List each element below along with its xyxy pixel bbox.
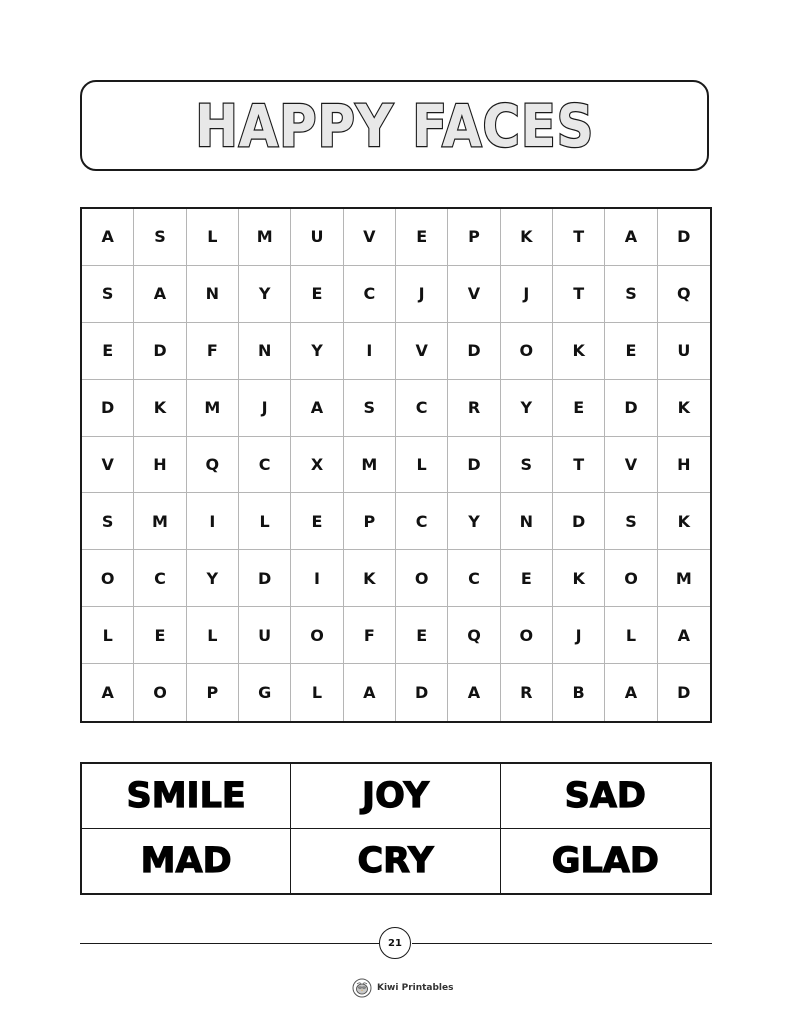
grid-cell: I <box>187 493 239 550</box>
grid-cell: E <box>396 209 448 266</box>
grid-cell: J <box>553 607 605 664</box>
grid-cell: P <box>187 664 239 721</box>
grid-cell: A <box>82 664 134 721</box>
grid-cell: J <box>239 380 291 437</box>
grid-cell: L <box>291 664 343 721</box>
grid-cell: B <box>553 664 605 721</box>
grid-cell: F <box>344 607 396 664</box>
grid-cell: A <box>658 607 710 664</box>
grid-cell: E <box>291 266 343 323</box>
title-banner <box>80 80 709 171</box>
grid-cell: N <box>239 323 291 380</box>
grid-cell: K <box>553 550 605 607</box>
word-list-item: JOY <box>291 764 500 829</box>
page-title: HAPPY FACES <box>194 91 595 160</box>
grid-cell: K <box>344 550 396 607</box>
grid-cell: M <box>344 437 396 494</box>
grid-cell: S <box>605 493 657 550</box>
grid-cell: D <box>658 209 710 266</box>
grid-cell: D <box>677 683 691 703</box>
grid-cell: A <box>448 664 500 721</box>
grid-cell: J <box>501 266 553 323</box>
grid-cell: E <box>501 550 553 607</box>
grid-cell: C <box>239 437 291 494</box>
grid-cell: O <box>134 664 186 721</box>
grid-cell: S <box>134 209 186 266</box>
grid-cell: C <box>448 550 500 607</box>
kiwi-bird-logo-icon <box>352 978 372 998</box>
grid-cell: U <box>291 209 343 266</box>
grid-cell: P <box>344 493 396 550</box>
grid-cell: H <box>134 437 186 494</box>
grid-cell: L <box>239 493 291 550</box>
grid-cell: L <box>605 607 657 664</box>
grid-cell: A <box>344 664 396 721</box>
word-list-item: SMILE <box>82 764 291 829</box>
grid-cell: Q <box>187 437 239 494</box>
grid-cell: N <box>187 266 239 323</box>
grid-cell: R <box>501 664 553 721</box>
grid-cell: R <box>448 380 500 437</box>
grid-cell: O <box>501 607 553 664</box>
grid-cell: O <box>396 550 448 607</box>
grid-cell: M <box>187 380 239 437</box>
grid-cell: C <box>396 380 448 437</box>
grid-cell: U <box>239 607 291 664</box>
grid-cell: Y <box>448 493 500 550</box>
grid-cell: E <box>396 607 448 664</box>
grid-cell: A <box>82 209 134 266</box>
grid-cell: K <box>501 209 553 266</box>
word-list <box>80 762 712 895</box>
grid-cell: V <box>344 209 396 266</box>
grid-cell: D <box>239 550 291 607</box>
grid-cell: S <box>605 266 657 323</box>
grid-cell: K <box>658 493 710 550</box>
grid-cell: U <box>658 323 710 380</box>
grid-cell: S <box>501 437 553 494</box>
grid-cell: K <box>553 323 605 380</box>
grid-cell: E <box>134 607 186 664</box>
grid-cell: J <box>396 266 448 323</box>
grid-cell: V <box>396 323 448 380</box>
word-list-item: GLAD <box>551 840 659 881</box>
grid-cell: O <box>291 607 343 664</box>
grid-cell: C <box>134 550 186 607</box>
grid-cell: A <box>134 266 186 323</box>
grid-cell: L <box>187 607 239 664</box>
grid-cell: V <box>448 266 500 323</box>
grid-cell: T <box>553 437 605 494</box>
grid-cell: V <box>82 437 134 494</box>
word-list-item: MAD <box>82 829 291 894</box>
grid-cell: N <box>501 493 553 550</box>
brand-footer <box>352 978 453 998</box>
grid-cell: M <box>239 209 291 266</box>
grid-cell: A <box>291 380 343 437</box>
grid-cell: H <box>658 437 710 494</box>
grid-cell: D <box>605 380 657 437</box>
grid-cell: D <box>553 493 605 550</box>
grid-cell: X <box>291 437 343 494</box>
grid-cell: I <box>291 550 343 607</box>
grid-cell: L <box>396 437 448 494</box>
grid-cell: P <box>448 209 500 266</box>
grid-cell: S <box>82 266 134 323</box>
grid-cell: G <box>239 664 291 721</box>
footer-divider-right <box>412 943 712 944</box>
grid-cell: T <box>553 266 605 323</box>
grid-cell: E <box>605 323 657 380</box>
grid-cell: T <box>553 209 605 266</box>
footer-divider-left <box>80 943 379 944</box>
grid-cell: D <box>82 380 134 437</box>
grid-cell: Y <box>291 323 343 380</box>
grid-cell: M <box>134 493 186 550</box>
grid-cell: C <box>344 266 396 323</box>
brand-name: Kiwi Printables <box>377 983 454 993</box>
grid-cell: F <box>187 323 239 380</box>
grid-cell: L <box>187 209 239 266</box>
page-number: 21 <box>388 937 402 949</box>
grid-cell: V <box>605 437 657 494</box>
grid-cell: C <box>396 493 448 550</box>
word-list-item: CRY <box>291 829 500 894</box>
grid-cell: D <box>134 323 186 380</box>
grid-cell: A <box>605 664 657 721</box>
grid-cell: O <box>501 323 553 380</box>
grid-cell: D <box>448 323 500 380</box>
grid-cell: O <box>605 550 657 607</box>
page-number-badge <box>379 927 411 959</box>
word-search-grid <box>80 207 712 723</box>
grid-cell: M <box>658 550 710 607</box>
grid-cell: E <box>553 380 605 437</box>
grid-cell: K <box>134 380 186 437</box>
grid-cell: Q <box>448 607 500 664</box>
grid-cell: Q <box>658 266 710 323</box>
grid-cell: O <box>82 550 134 607</box>
grid-cell: L <box>82 607 134 664</box>
grid-cell: S <box>344 380 396 437</box>
grid-cell: A <box>605 209 657 266</box>
grid-cell: E <box>291 493 343 550</box>
grid-cell: E <box>82 323 134 380</box>
grid-cell: Y <box>187 550 239 607</box>
grid-cell: Y <box>501 380 553 437</box>
grid-cell: S <box>82 493 134 550</box>
grid-cell: D <box>396 664 448 721</box>
grid-cell: I <box>344 323 396 380</box>
grid-cell: K <box>658 380 710 437</box>
grid-cell: Y <box>239 266 291 323</box>
word-list-item: SAD <box>501 764 710 829</box>
grid-cell: D <box>448 437 500 494</box>
